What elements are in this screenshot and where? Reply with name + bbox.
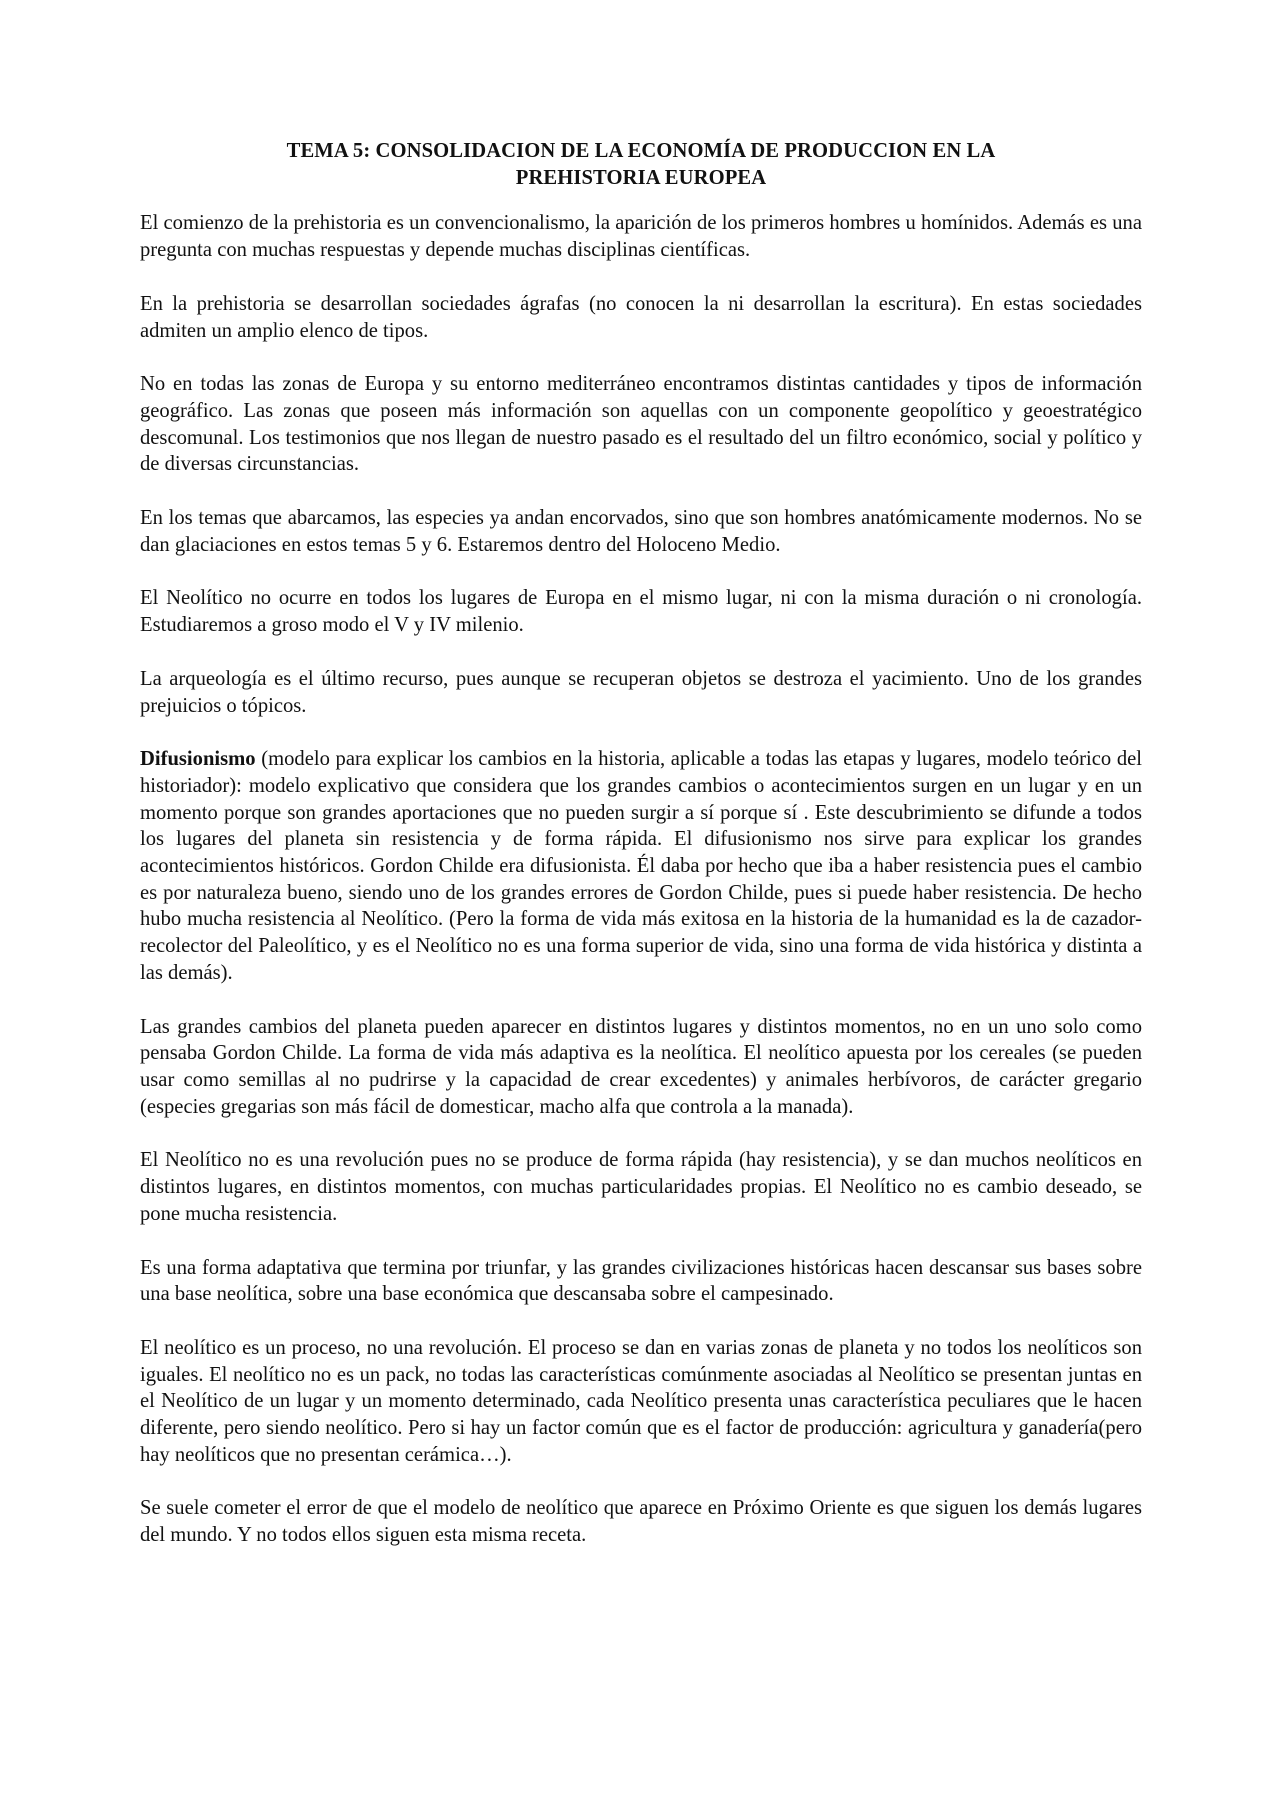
paragraph-text: El Neolítico no es una revolución pues no se produce de forma rápida (hay resistencia), y se dan muchos neolíticos en distintos lugares, en distintos momentos, con muchas particularidades propias. El Neolítico no es cambio deseado, se pone mucha resistencia. [140,1149,1142,1225]
paragraph [140,1147,1142,1227]
paragraph [140,505,1142,558]
paragraph [140,585,1142,638]
paragraph [140,1014,1142,1121]
paragraph-text: La arqueología es el último recurso, pues aunque se recuperan objetos se destroza el yacimiento. Uno de los grandes prejuicios o tópicos. [140,667,1142,717]
paragraph-difusionismo [140,746,1142,986]
paragraph-text: El neolítico es un proceso, no una revolución. El proceso se dan en varias zonas de planeta y no todos los neolíticos son iguales. El neolítico no es un pack, no todas las características comúnmente asociadas al Neolítico se presentan juntas en el Neolítico de un lugar y un momento determinado, cada Neolítico presenta unas característica peculiares que le hacen diferente, pero siendo neolítico. Pero si hay un factor común que es el factor de producción: agricultura y ganadería(pero hay neolíticos que no presentan cerámica…). [140,1336,1142,1466]
paragraph [140,1495,1142,1548]
paragraph-text: (modelo para explicar los cambios en la historia, aplicable a todas las etapas y lugares, modelo teórico del historiador): modelo explicativo que considera que los grandes cambios o acontecimientos surgen en un lugar y en un momento porque son grandes aportaciones que no pueden surgir a sí porque sí . Este descubrimiento se difunde a todos los lugares del planeta sin resistencia y de forma rápida. El difusionismo nos sirve para explicar los grandes acontecimientos históricos. Gordon Childe era difusionista. Él daba por hecho que iba a haber resistencia pues el cambio es por naturaleza bueno, siendo uno de los grandes errores de Gordon Childe, pues si puede haber resistencia. De hecho hubo mucha resistencia al Neolítico. (Pero la forma de vida más exitosa en la historia de la humanidad es la de cazador-recolector del Paleolítico, y es el Neolítico no es una forma superior de vida, sino una forma de vida histórica y distinta a las demás). [140,748,1142,984]
paragraph [140,1335,1142,1469]
title-line: PREHISTORIA EUROPEA [515,166,767,189]
paragraph [140,1255,1142,1308]
paragraph-text: No en todas las zonas de Europa y su entorno mediterráneo encontramos distintas cantidades y tipos de información geográfico. Las zonas que poseen más información son aquellas con un componente geopolítico y geoestratégico descomunal. Los testimonios que nos llegan de nuestro pasado es el resultado del un filtro económico, social y político y de diversas circunstancias. [140,373,1142,476]
paragraph-text: Se suele cometer el error de que el modelo de neolítico que aparece en Próximo Oriente es que siguen los demás lugares del mundo. Y no todos ellos siguen esta misma receta. [140,1497,1142,1547]
paragraph-text: El Neolítico no ocurre en todos los lugares de Europa en el mismo lugar, ni con la misma duración o ni cronología. Estudiaremos a groso modo el V y IV milenio. [140,587,1142,637]
paragraph [140,291,1142,344]
paragraph [140,371,1142,478]
paragraph-text: Las grandes cambios del planeta pueden aparecer en distintos lugares y distintos momentos, no en un uno solo como pensaba Gordon Childe. La forma de vida más adaptiva es la neolítica. El neolítico apuesta por los cereales (se pueden usar como semillas al no pudrirse y la capacidad de crear excedentes) y animales herbívoros, de carácter gregario (especies gregarias son más fácil de domesticar, macho alfa que controla a la manada). [140,1015,1142,1118]
document-page [140,138,1142,1576]
paragraph-text: En los temas que abarcamos, las especies ya andan encorvados, sino que son hombres anatómicamente modernos. No se dan glaciaciones en estos temas 5 y 6. Estaremos dentro del Holoceno Medio. [140,507,1142,556]
document-title [140,138,1142,191]
paragraph-text: En la prehistoria se desarrollan sociedades ágrafas (no conocen la ni desarrollan la escritura). En estas sociedades admiten un amplio elenco de tipos. [140,292,1142,342]
title-line: TEMA 5: CONSOLIDACION DE LA ECONOMÍA DE PRODUCCION EN LA [286,140,996,162]
paragraph [140,210,1142,263]
paragraph [140,666,1142,719]
paragraph-text: El comienzo de la prehistoria es un convencionalismo, la aparición de los primeros hombres u homínidos. Además es una pregunta con muchas respuestas y depende muchas disciplinas científicas. [140,212,1142,262]
paragraph-text: Es una forma adaptativa que termina por triunfar, y las grandes civilizaciones históricas hacen descansar sus bases sobre una base neolítica, sobre una base económica que descansaba sobre el campesinado. [140,1256,1142,1306]
paragraph-lead-term: Difusionismo [140,748,256,771]
